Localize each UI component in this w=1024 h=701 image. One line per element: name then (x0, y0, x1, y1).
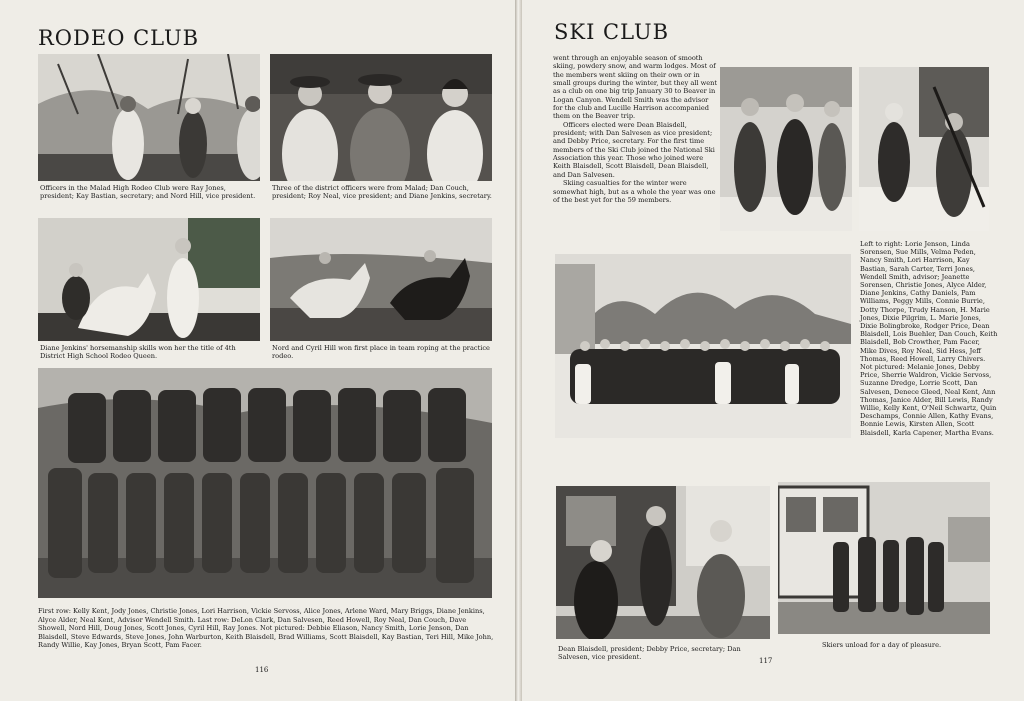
rodeo-queen-caption: Diane Jenkins' horsemanship skills won her the title of 4th District High School Rodeo Queen. (40, 344, 236, 361)
skiers-unload-caption: Skiers unload for a day of pleasure. (822, 641, 942, 649)
ski-club-group-photo (555, 254, 851, 438)
ski-officers-caption: Dean Blaisdell, president; Debby Price, secretary; Dan Salvesen, vice president. (558, 645, 741, 662)
article-paragraph: Officers elected were Dean Blaisdell, president; with Dan Salvesen as vice president; and Debby Price, secretary. For the first time members of the Ski Club joined the National Ski Association this year. Those who joined were Keith Blaisdell, Scott Blaisdell, Dean Blaisdell, and Dan Salvesen. (553, 120, 715, 179)
page-number-left: 116 (255, 666, 269, 674)
skiers-unload-photo (778, 482, 990, 634)
ski-group-caption: Left to right: Lorie Jenson, Linda Sorensen, Sue Mills, Velma Peden, Nancy Smith, Lori Harrison, Kay Bastian, Sarah Carter, Terri Jones, Wendell Smith, advisor; Jeanette Sorensen, Christie Jones, Alyce Alder, Diane Jenkins, Cathy Daniels, Pam Williams, Peggy Mills, Connie Burrie, Dotty Thorpe, Trudy Hanson, H. Marie Jones, Dixie Pilgrim, L. Marie Jones, Dixie Bolingbroke, Rodger Price, Dean Blaisdell, Lois Buehler, Dan Couch, Keith Blaisdell, Bob Crowther, Pam Facer, Mike Dives, Roy Neal, Sid Hess, Jeff Thomas, Reed Howell, Larry Chivers. Not pictured: Melanie Jones, Debby Price, Sherrie Waldron, Vickie Servoss, Suzanne Dredge, Lorrie Scott, Dan Salvesen, Denece Gleed, Neal Kent, Ann Thomas, Janice Alder, Bill Lewis, Randy Willie, Kelly Kent, O'Neil Schwartz, Quin Deschamps, Connie Allen, Kathy Evans, Bonnie Lewis, Kirsten Allen, Scott Blaisdell, Karla Capener, Martha Evans. (860, 240, 998, 437)
ski-club-article (553, 54, 719, 204)
page-number-right: 117 (759, 657, 773, 665)
district-officers-caption: Three of the district officers were from Malad; Dan Couch, president; Roy Neal, vice president; and Diane Jenkins, secretary. (272, 184, 492, 201)
ski-officers-bus-photo (556, 486, 770, 639)
team-roping-caption: Nord and Cyril Hill won first place in team roping at the practice rodeo. (272, 344, 490, 361)
rodeo-group-caption: First row: Kelly Kent, Jody Jones, Christie Jones, Lori Harrison, Vickie Servoss, Alice Jones, Arlene Ward, Mary Briggs, Diane Jenkins, Alyce Alder, Neal Kent, Advisor Wendell Smith. Last row: DeLon Clark, Dan Salvesen, Reed Howell, Roy Neal, Dan Couch, Dave Showell, Nord Hill, Doug Jones, Scott Jones, Cyril Hill, Ray Jones. Not pictured: Debbie Eliason, Nancy Smith, Lorie Jenson, Dan Blaisdell, Steve Edwards, Steve Jones, John Warburton, Keith Blaisdell, Brad Williams, Scott Blaisdell, Kay Bastian, Teri Hill, Mike John, Randy Willie, Kay Jones, Bryan Scott, Pam Facer. (38, 607, 494, 650)
ski-club-title: SKI CLUB (554, 20, 670, 44)
rodeo-officers-caption: Officers in the Malad High Rodeo Club were Ray Jones, president; Kay Bastian, secretary; and Nord Hill, vice president. (40, 184, 256, 201)
right-page (522, 0, 1024, 701)
rodeo-club-group-photo (38, 368, 492, 598)
team-roping-photo (270, 218, 492, 341)
skiers-photo-2 (859, 67, 989, 231)
rodeo-officers-photo (38, 54, 260, 181)
rodeo-district-officers-photo (270, 54, 492, 181)
article-paragraph: went through an enjoyable season of smooth skiing, powdery snow, and warm lodges. Most of the members went skiing on their own or in small groups during the winter, but they all went as a club on one big trip January 30 to Beaver in Logan Canyon. Wendell Smith was the advisor for the club and Lucille Harrison accompanied them on the Beaver trip. (553, 54, 718, 121)
skiers-photo-1 (720, 67, 852, 231)
rodeo-club-title: RODEO CLUB (38, 26, 200, 50)
article-paragraph: Skiing casualties for the winter were somewhat high, but as a whole the year was one of the best yet for the 59 members. (553, 179, 716, 204)
book-gutter (515, 0, 522, 701)
rodeo-queen-photo (38, 218, 260, 341)
